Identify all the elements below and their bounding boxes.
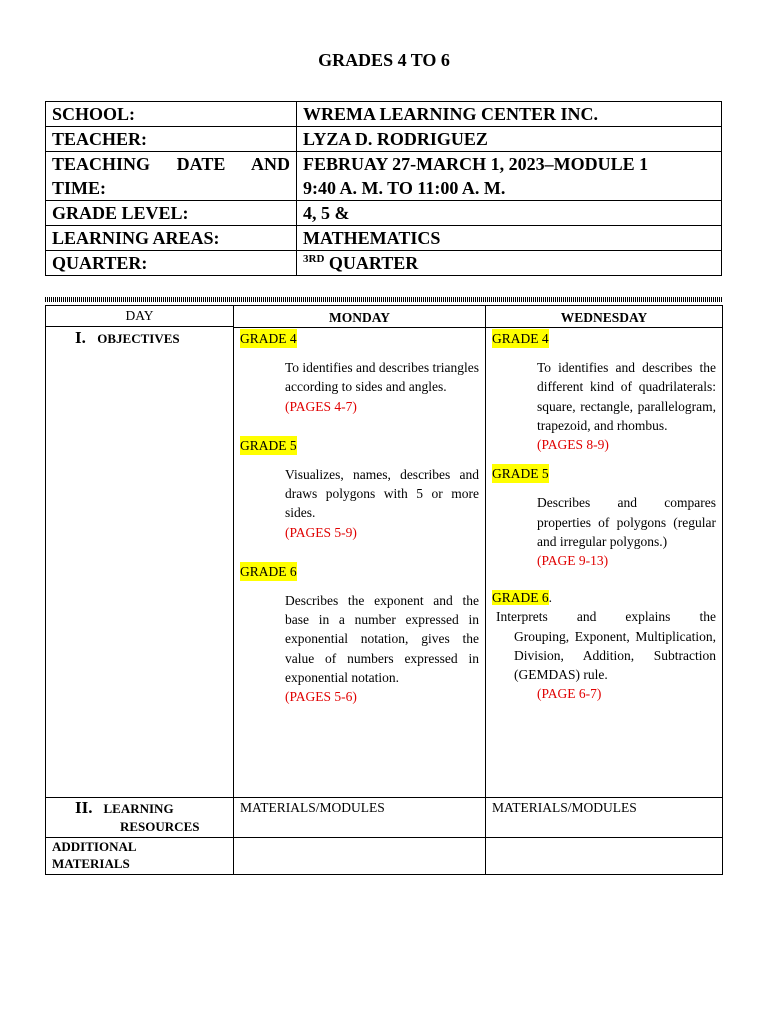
wednesday-objectives-cell <box>486 327 722 797</box>
document-title: GRADES 4 TO 6 <box>318 50 450 70</box>
info-row-areas <box>46 226 722 251</box>
monday-grade4-label: GRADE 4 <box>240 329 297 348</box>
info-row-grade <box>46 201 722 226</box>
additional-materials-row <box>46 838 723 875</box>
wednesday-grade6-text-2: Grouping, Exponent, Multiplication, Division, Addition, Subtraction (GEMDAS) rule. <box>514 628 716 683</box>
wednesday-grade5-pages: (PAGE 9-13) <box>537 553 609 569</box>
areas-label: LEARNING AREAS: <box>46 226 297 251</box>
wednesday-grade6-label: GRADE 6 <box>492 590 549 606</box>
wednesday-grade6-text-1: Interprets and explains the <box>496 609 716 625</box>
date-value-line-1: FEBRUAY 27-MARCH 1, 2023–MODULE 1 <box>303 154 649 174</box>
wednesday-grade4-text: To identifies and describes the different kind of quadrilaterals: square, rectangle, parallelogram, trapezoid, and rhombus. <box>537 360 716 433</box>
monday-resources: MATERIALS/MODULES <box>234 798 486 838</box>
date-label <box>46 152 297 201</box>
date-value <box>297 152 722 201</box>
grade-value: 4, 5 & <box>297 201 722 226</box>
date-value-line-2: 9:40 A. M. TO 11:00 A. M. <box>303 178 506 198</box>
additional-label-1: ADDITIONAL <box>52 839 137 854</box>
wednesday-grade5-label: GRADE 5 <box>492 464 549 483</box>
monday-objectives-cell <box>234 327 486 797</box>
monday-grade4-pages: (PAGES 4-7) <box>285 398 357 414</box>
monday-header: MONDAY <box>234 306 486 798</box>
school-label: SCHOOL: <box>46 102 297 127</box>
objectives-label-cell <box>46 327 234 798</box>
quarter-superscript: 3RD <box>303 253 325 265</box>
monday-grade6-text: Describes the exponent and the base in a number expressed in exponential notation, gives the value of numbers expressed in exponential notation. <box>285 593 479 685</box>
wednesday-additional <box>486 838 723 875</box>
objectives-roman: I. <box>75 328 86 347</box>
info-row-school <box>46 102 722 127</box>
monday-grade6-label: GRADE 6 <box>240 562 297 581</box>
monday-additional <box>234 838 486 875</box>
quarter-text: QUARTER <box>328 253 419 273</box>
teacher-value: LYZA D. RODRIGUEZ <box>297 127 722 152</box>
monday-grade5-label: GRADE 5 <box>240 436 297 455</box>
info-row-quarter <box>46 251 722 276</box>
day-header: DAY <box>46 306 234 327</box>
quarter-value <box>297 251 722 276</box>
info-table <box>45 101 722 276</box>
wednesday-grade4-label: GRADE 4 <box>492 329 549 348</box>
monday-grade5-pages: (PAGES 5-9) <box>285 524 357 540</box>
resources-label-cell <box>46 798 234 838</box>
wednesday-grade4-pages: (PAGES 8-9) <box>537 437 609 453</box>
wednesday-header: WEDNESDAY <box>486 306 723 798</box>
additional-label-2: MATERIALS <box>52 856 130 871</box>
resources-table <box>45 797 723 875</box>
wednesday-resources: MATERIALS/MODULES <box>486 798 723 838</box>
resources-roman: II. <box>75 798 93 817</box>
additional-label-cell <box>46 838 234 875</box>
grade-label: GRADE LEVEL: <box>46 201 297 226</box>
objectives-label: OBJECTIVES <box>97 331 180 346</box>
teacher-label: TEACHER: <box>46 127 297 152</box>
monday-grade5-text: Visualizes, names, describes and draws polygons with 5 or more sides. <box>285 467 479 521</box>
areas-value: MATHEMATICS <box>297 226 722 251</box>
date-label-line-2: TIME: <box>52 178 106 198</box>
dotted-divider <box>45 297 722 302</box>
plan-header-row <box>46 306 723 327</box>
resources-label-1: LEARNING <box>103 801 174 816</box>
wednesday-grade5-text: Describes and compares properties of polygons (regular and irregular polygons.) <box>537 495 716 549</box>
wednesday-grade6-dot: . <box>548 590 552 606</box>
wednesday-grade6-pages: (PAGE 6-7) <box>537 686 602 702</box>
info-row-teacher <box>46 127 722 152</box>
resources-row <box>46 798 723 838</box>
school-value: WREMA LEARNING CENTER INC. <box>297 102 722 127</box>
date-label-line-1: TEACHING DATE AND <box>52 154 290 174</box>
quarter-label: QUARTER: <box>46 251 297 276</box>
monday-grade4-text: To identifies and describes triangles according to sides and angles. <box>285 360 479 395</box>
resources-label-2: RESOURCES <box>120 819 200 834</box>
info-row-date <box>46 152 722 201</box>
monday-grade6-pages: (PAGES 5-6) <box>285 689 357 705</box>
